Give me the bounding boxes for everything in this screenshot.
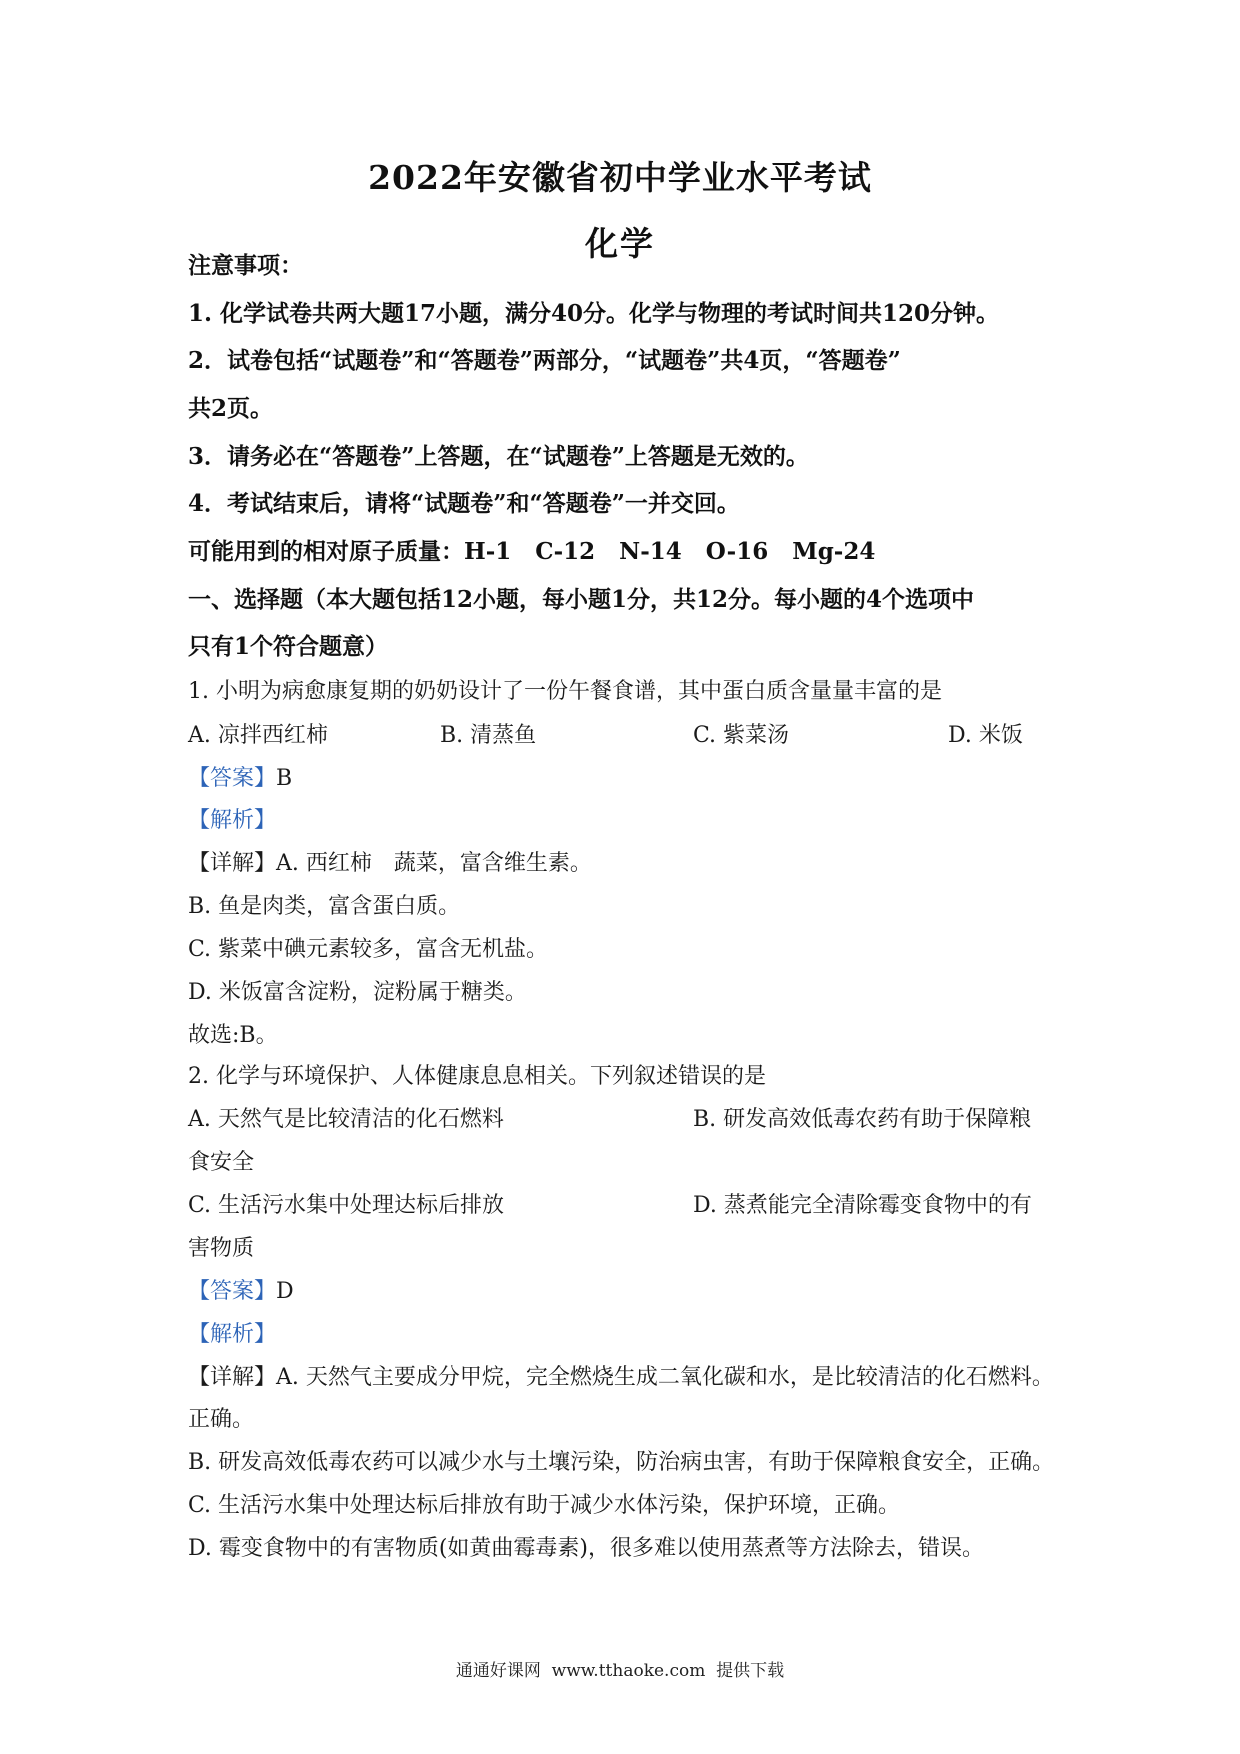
q2-option-c: C. 生活污水集中处理达标后排放: [188, 1193, 505, 1218]
subject-title: 化学: [585, 224, 655, 263]
q1-detail-b: B. 鱼是肉类，富含蛋白质。: [188, 894, 461, 919]
q2-detail-a-cont: 正确。: [188, 1407, 255, 1432]
q2-option-d-cont: 害物质: [188, 1236, 255, 1261]
section-heading-cont: 只有1个符合题意）: [188, 633, 389, 660]
exam-title: 2022年安徽省初中学业水平考试: [368, 158, 872, 197]
detail-tag: 【详解】: [188, 851, 277, 876]
q1-conclusion: 故选:B。: [188, 1023, 278, 1048]
notes-heading: 注意事项：: [188, 252, 303, 279]
answer-value: D: [276, 1279, 294, 1304]
q2-option-d: D. 蒸煮能完全清除霉变食物中的有: [693, 1193, 1032, 1218]
section-heading: 一、选择题（本大题包括12小题，每小题1分，共12分。每小题的4个选项中: [188, 586, 975, 613]
q1-option-b: B. 清蒸鱼: [440, 723, 537, 748]
q1-detail-a: 【详解】A. 西红柿 蔬菜，富含维生素。: [188, 851, 592, 876]
q2-answer: [188, 1278, 294, 1306]
q1-option-d: D. 米饭: [948, 723, 1023, 748]
note-2: 2．试卷包括“试题卷”和“答题卷”两部分，“试题卷”共4页，“答题卷”: [188, 347, 901, 374]
q1-analysis-tag: 【解析】: [188, 808, 277, 833]
q2-stem: 2. 化学与环境保护、人体健康息息相关。下列叙述错误的是: [188, 1064, 766, 1089]
q2-option-b-cont: 食安全: [188, 1150, 255, 1175]
q1-stem: 1. 小明为病愈康复期的奶奶设计了一份午餐食谱，其中蛋白质含量量丰富的是: [188, 679, 942, 704]
note-3: 3．请务必在“答题卷”上答题，在“试题卷”上答题是无效的。: [188, 443, 809, 470]
q1-detail-d: D. 米饭富含淀粉，淀粉属于糖类。: [188, 980, 527, 1005]
q2-option-b: B. 研发高效低毒农药有助于保障粮: [693, 1107, 1032, 1132]
detail-tag: 【详解】: [188, 1365, 277, 1390]
atomic-masses: 可能用到的相对原子质量：H-1 C-12 N-14 O-16 Mg-24: [188, 538, 876, 565]
q1-detail-c: C. 紫菜中碘元素较多，富含无机盐。: [188, 937, 549, 962]
q2-detail-b: B. 研发高效低毒农药可以减少水与土壤污染，防治病虫害，有助于保障粮食安全，正确。: [188, 1450, 1055, 1475]
q2-analysis-tag: 【解析】: [188, 1322, 277, 1347]
answer-tag: 【答案】: [188, 766, 277, 791]
q1-answer: [188, 765, 292, 793]
note-4: 4．考试结束后，请将“试题卷”和“答题卷”一并交回。: [188, 490, 740, 517]
page-footer: 通通好课网 www.tthaoke.com 提供下载: [455, 1661, 785, 1681]
q2-detail-a: 【详解】A. 天然气主要成分甲烷，完全燃烧生成二氧化碳和水，是比较清洁的化石燃料。: [188, 1365, 1054, 1390]
q1-option-a: A. 凉拌西红柿: [188, 723, 328, 748]
q2-detail-d: D. 霉变食物中的有害物质(如黄曲霉毒素)，很多难以使用蒸煮等方法除去，错误。: [188, 1536, 985, 1561]
answer-tag: 【答案】: [188, 1279, 277, 1304]
note-2-cont: 共2页。: [188, 395, 274, 422]
q2-detail-c: C. 生活污水集中处理达标后排放有助于减少水体污染，保护环境，正确。: [188, 1493, 901, 1518]
q1-option-c: C. 紫菜汤: [693, 723, 790, 748]
q2-option-a: A. 天然气是比较清洁的化石燃料: [188, 1107, 504, 1132]
note-1: 1. 化学试卷共两大题17小题，满分40分。化学与物理的考试时间共120分钟。: [188, 300, 1000, 327]
answer-value: B: [276, 766, 293, 791]
